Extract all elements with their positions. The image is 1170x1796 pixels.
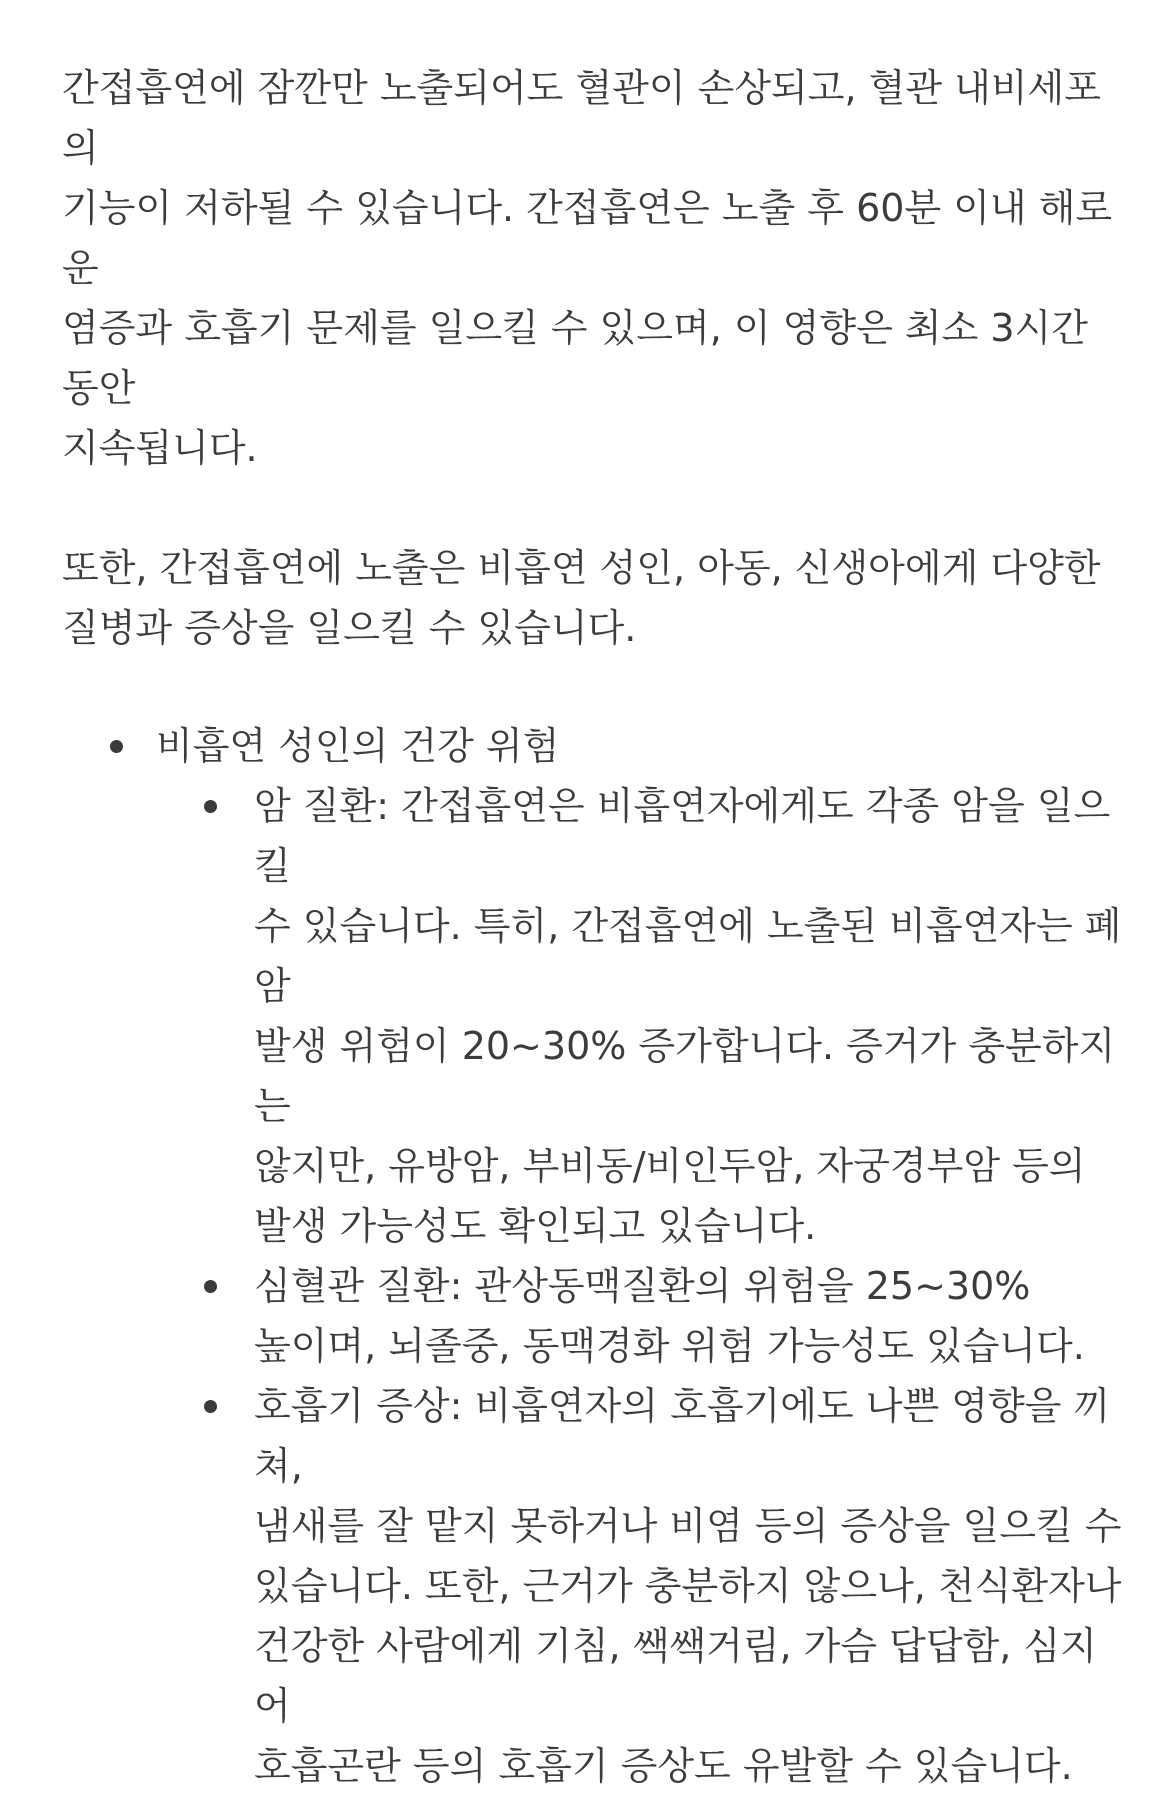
bullet-dot-icon (110, 740, 123, 753)
intro-paragraph: 간접흡연에 잠깐만 노출되어도 혈관이 손상되고, 혈관 내비세포의 기능이 저하될 수 있습니다. 간접흡연은 노출 후 60분 이내 해로운 염증과 호흡기 문제를 일으킬 수 있으며, 이 영향은 최소 3시간 동안 지속됩니다. (62, 66, 1113, 470)
sub-list-item-text: 암 질환: 간접흡연은 비흡연자에게도 각종 암을 일으킬 수 있습니다. 특히, 간접흡연에 노출된 비흡연자는 폐암 발생 위험이 20~30% 증가합니다. 증거가 충분하지는 않지만, 유방암, 부비동/비인두암, 자궁경부암 등의 발생 가능성도 확인되고 있습니다. (254, 784, 1122, 1248)
bullet-dot-icon (204, 800, 217, 813)
bullet-dot-icon (204, 1400, 217, 1413)
list-heading: 비흡연 성인의 건강 위험 (156, 724, 560, 768)
sub-list-item-text: 호흡기 증상: 비흡연자의 호흡기에도 나쁜 영향을 끼쳐, 냄새를 잘 맡지 못하거나 비염 등의 증상을 일으킬 수 있습니다. 또한, 근거가 충분하지 않으나, 천식환자나 건강한 사람에게 기침, 쌕쌕거림, 가슴 답답함, 심지어 호흡곤란 등의 호흡기 증상도 유발할 수 있습니다. (254, 1384, 1122, 1788)
sub-bullet-list (156, 776, 1130, 1796)
bullet-dot-icon (204, 1280, 217, 1293)
sub-list-item-cancer (254, 776, 1130, 1256)
sub-list-item-cardiovascular (254, 1256, 1130, 1376)
sub-list-item-text: 심혈관 질환: 관상동맥질환의 위험을 25~30% 높이며, 뇌졸중, 동맥경화 위험 가능성도 있습니다. (254, 1264, 1085, 1368)
sub-list-item-respiratory (254, 1376, 1130, 1796)
list-item (156, 716, 1130, 1796)
second-paragraph: 또한, 간접흡연에 노출은 비흡연 성인, 아동, 신생아에게 다양한 질병과 증상을 일으킬 수 있습니다. (62, 546, 1101, 650)
bullet-list (62, 716, 1130, 1796)
